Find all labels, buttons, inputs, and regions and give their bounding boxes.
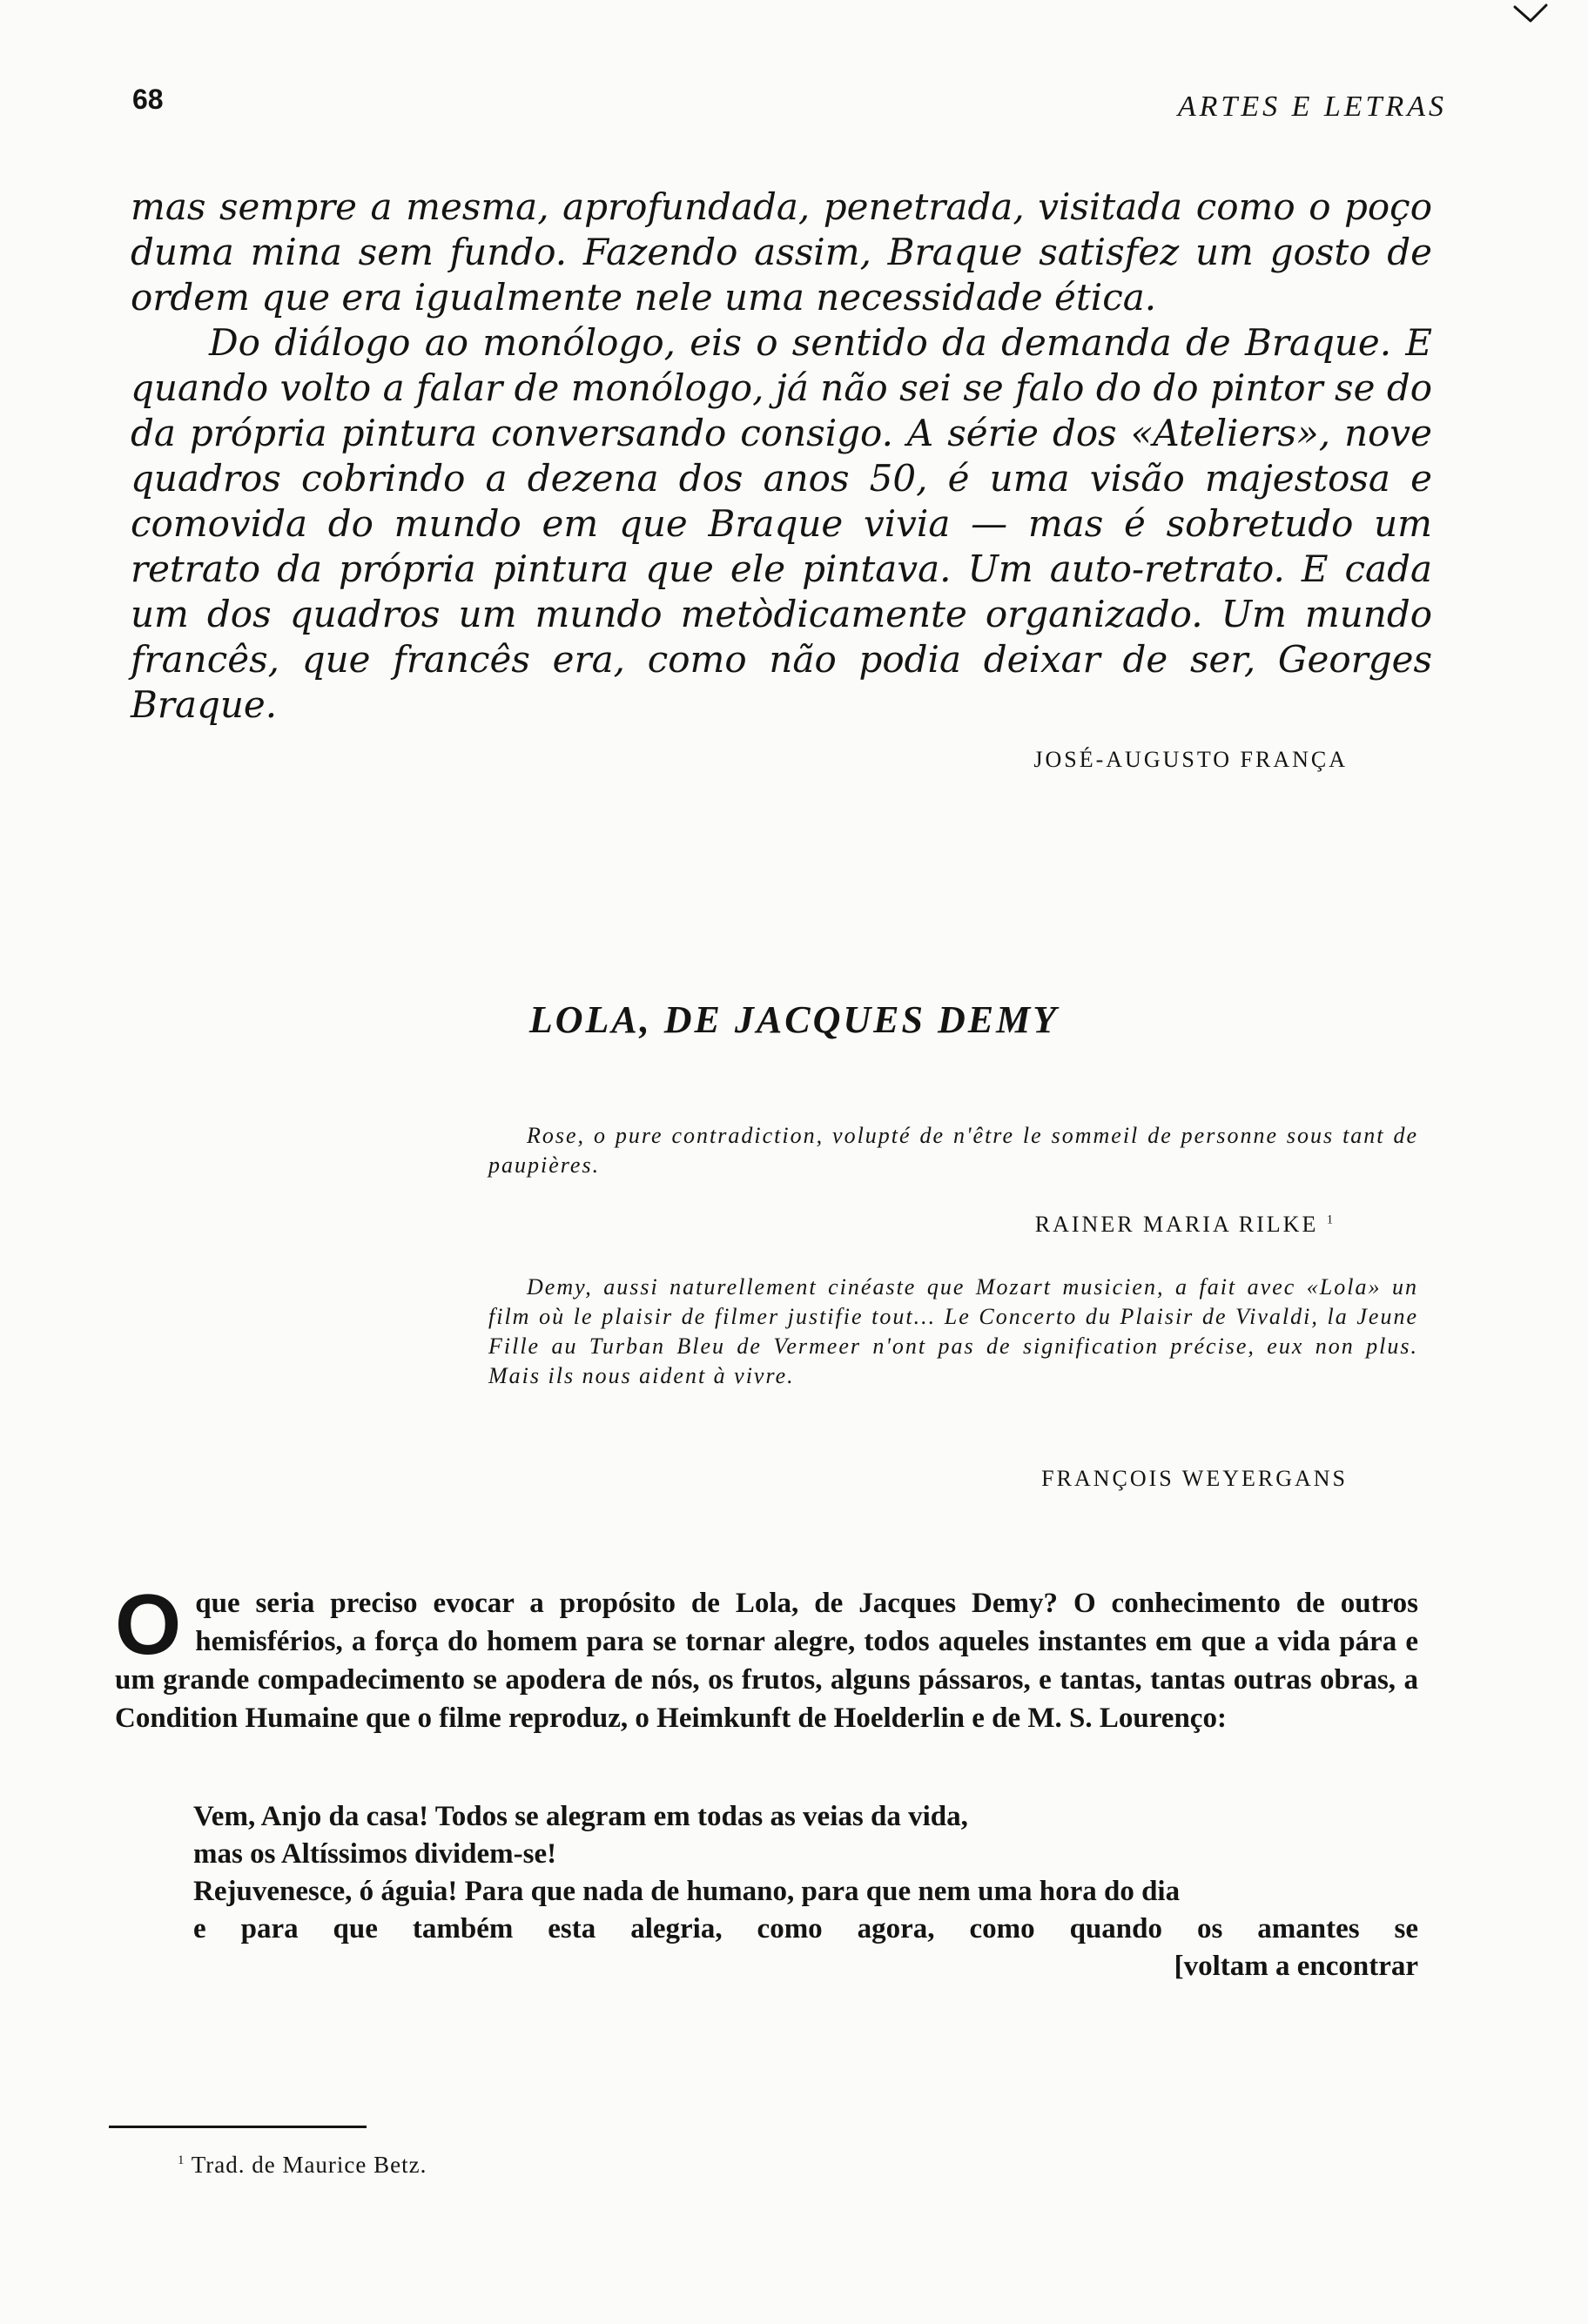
page-number: 68: [132, 84, 164, 115]
footnote-marker: 1: [178, 2153, 185, 2167]
drop-cap: O: [115, 1576, 182, 1672]
epigraph-weyergans-attribution: FRANÇOIS WEYERGANS: [1041, 1466, 1348, 1491]
verse-line: Vem, Anjo da casa! Todos se alegram em todas as veias da vida,: [193, 1801, 968, 1832]
footnote: [178, 2152, 427, 2179]
verse-line: mas os Altíssimos dividem-se!: [193, 1838, 557, 1870]
author-signature: JOSÉ-AUGUSTO FRANÇA: [1033, 747, 1348, 772]
verse-line: e para que também esta alegria, como agora, como quando os amantes se: [193, 1913, 1418, 1945]
footnote-divider: [109, 2126, 367, 2128]
footnote-text: Trad. de Maurice Betz.: [191, 2152, 427, 2178]
continued-paragraph: mas sempre a mesma, aprofundada, penetrada, visitada como o poço duma mina sem fundo. Fazendo assim, Braque satisfez um gosto de ordem que era igualmente nele uma necessidade ética.: [131, 185, 1432, 319]
epigraph-rilke: Rose, o pure contradiction, volupté de n'être le sommeil de personne sous tant de paupières.: [488, 1123, 1418, 1178]
verse-quotation: [193, 1798, 1418, 1985]
article-title: LOLA, DE JACQUES DEMY: [528, 998, 1060, 1041]
closing-paragraph: Do diálogo ao monólogo, eis o sentido da demanda de Braque. E quando volto a falar de monólogo, já não sei se falo do do pintor se do da própria pintura conversando consigo. A série dos «Ateliers», nove quadros cobrindo a dezena dos anos 50, é uma visão majestosa e comovida do mundo em que Braque vivia — mas é sobretudo um retrato da própria pintura que ele pintava. Um auto-retrato. E cada um dos quadros um mundo metòdicamente organizado. Um mundo francês, que francês era, como não podia deixar de ser, Georges Braque.: [131, 321, 1432, 726]
verse-line: Rejuvenesce, ó águia! Para que nada de humano, para que nem uma hora do dia: [193, 1876, 1181, 1907]
epigraph-weyergans: Demy, aussi naturellement cinéaste que Mozart musicien, a fait avec «Lola» un film où le plaisir de filmer justifie tout... Le Concerto du Plaisir de Vivaldi, la Jeune Fille au Turban Bleu de Vermeer n'ont pas de signification précise, eux non plus. Mais ils nous aident à vivre.: [488, 1274, 1418, 1388]
check-mark-icon: [1513, 3, 1548, 24]
running-head: ARTES E LETRAS: [1177, 91, 1447, 123]
verse-line-continuation: [voltam a encontrar: [1174, 1951, 1418, 1982]
epigraph-rilke-attribution: [1035, 1212, 1336, 1238]
epigraph-rilke-author: RAINER MARIA RILKE: [1034, 1212, 1319, 1237]
opening-paragraph: [115, 1576, 1418, 1737]
footnote-reference: 1: [1326, 1212, 1336, 1227]
opening-paragraph-text: que seria preciso evocar a propósito de Lola, de Jacques Demy? O conhecimento de outros hemisférios, a força do homem para se tornar alegre, todos aqueles instantes em que a vida pára e um grande compadecimento se apodera de nós, os frutos, alguns pássaros, e tantas, tantas outras obras, a Condition Humaine que o filme reproduz, o Heimkunft de Hoelderlin e de M. S. Lourenço:: [115, 1588, 1418, 1734]
